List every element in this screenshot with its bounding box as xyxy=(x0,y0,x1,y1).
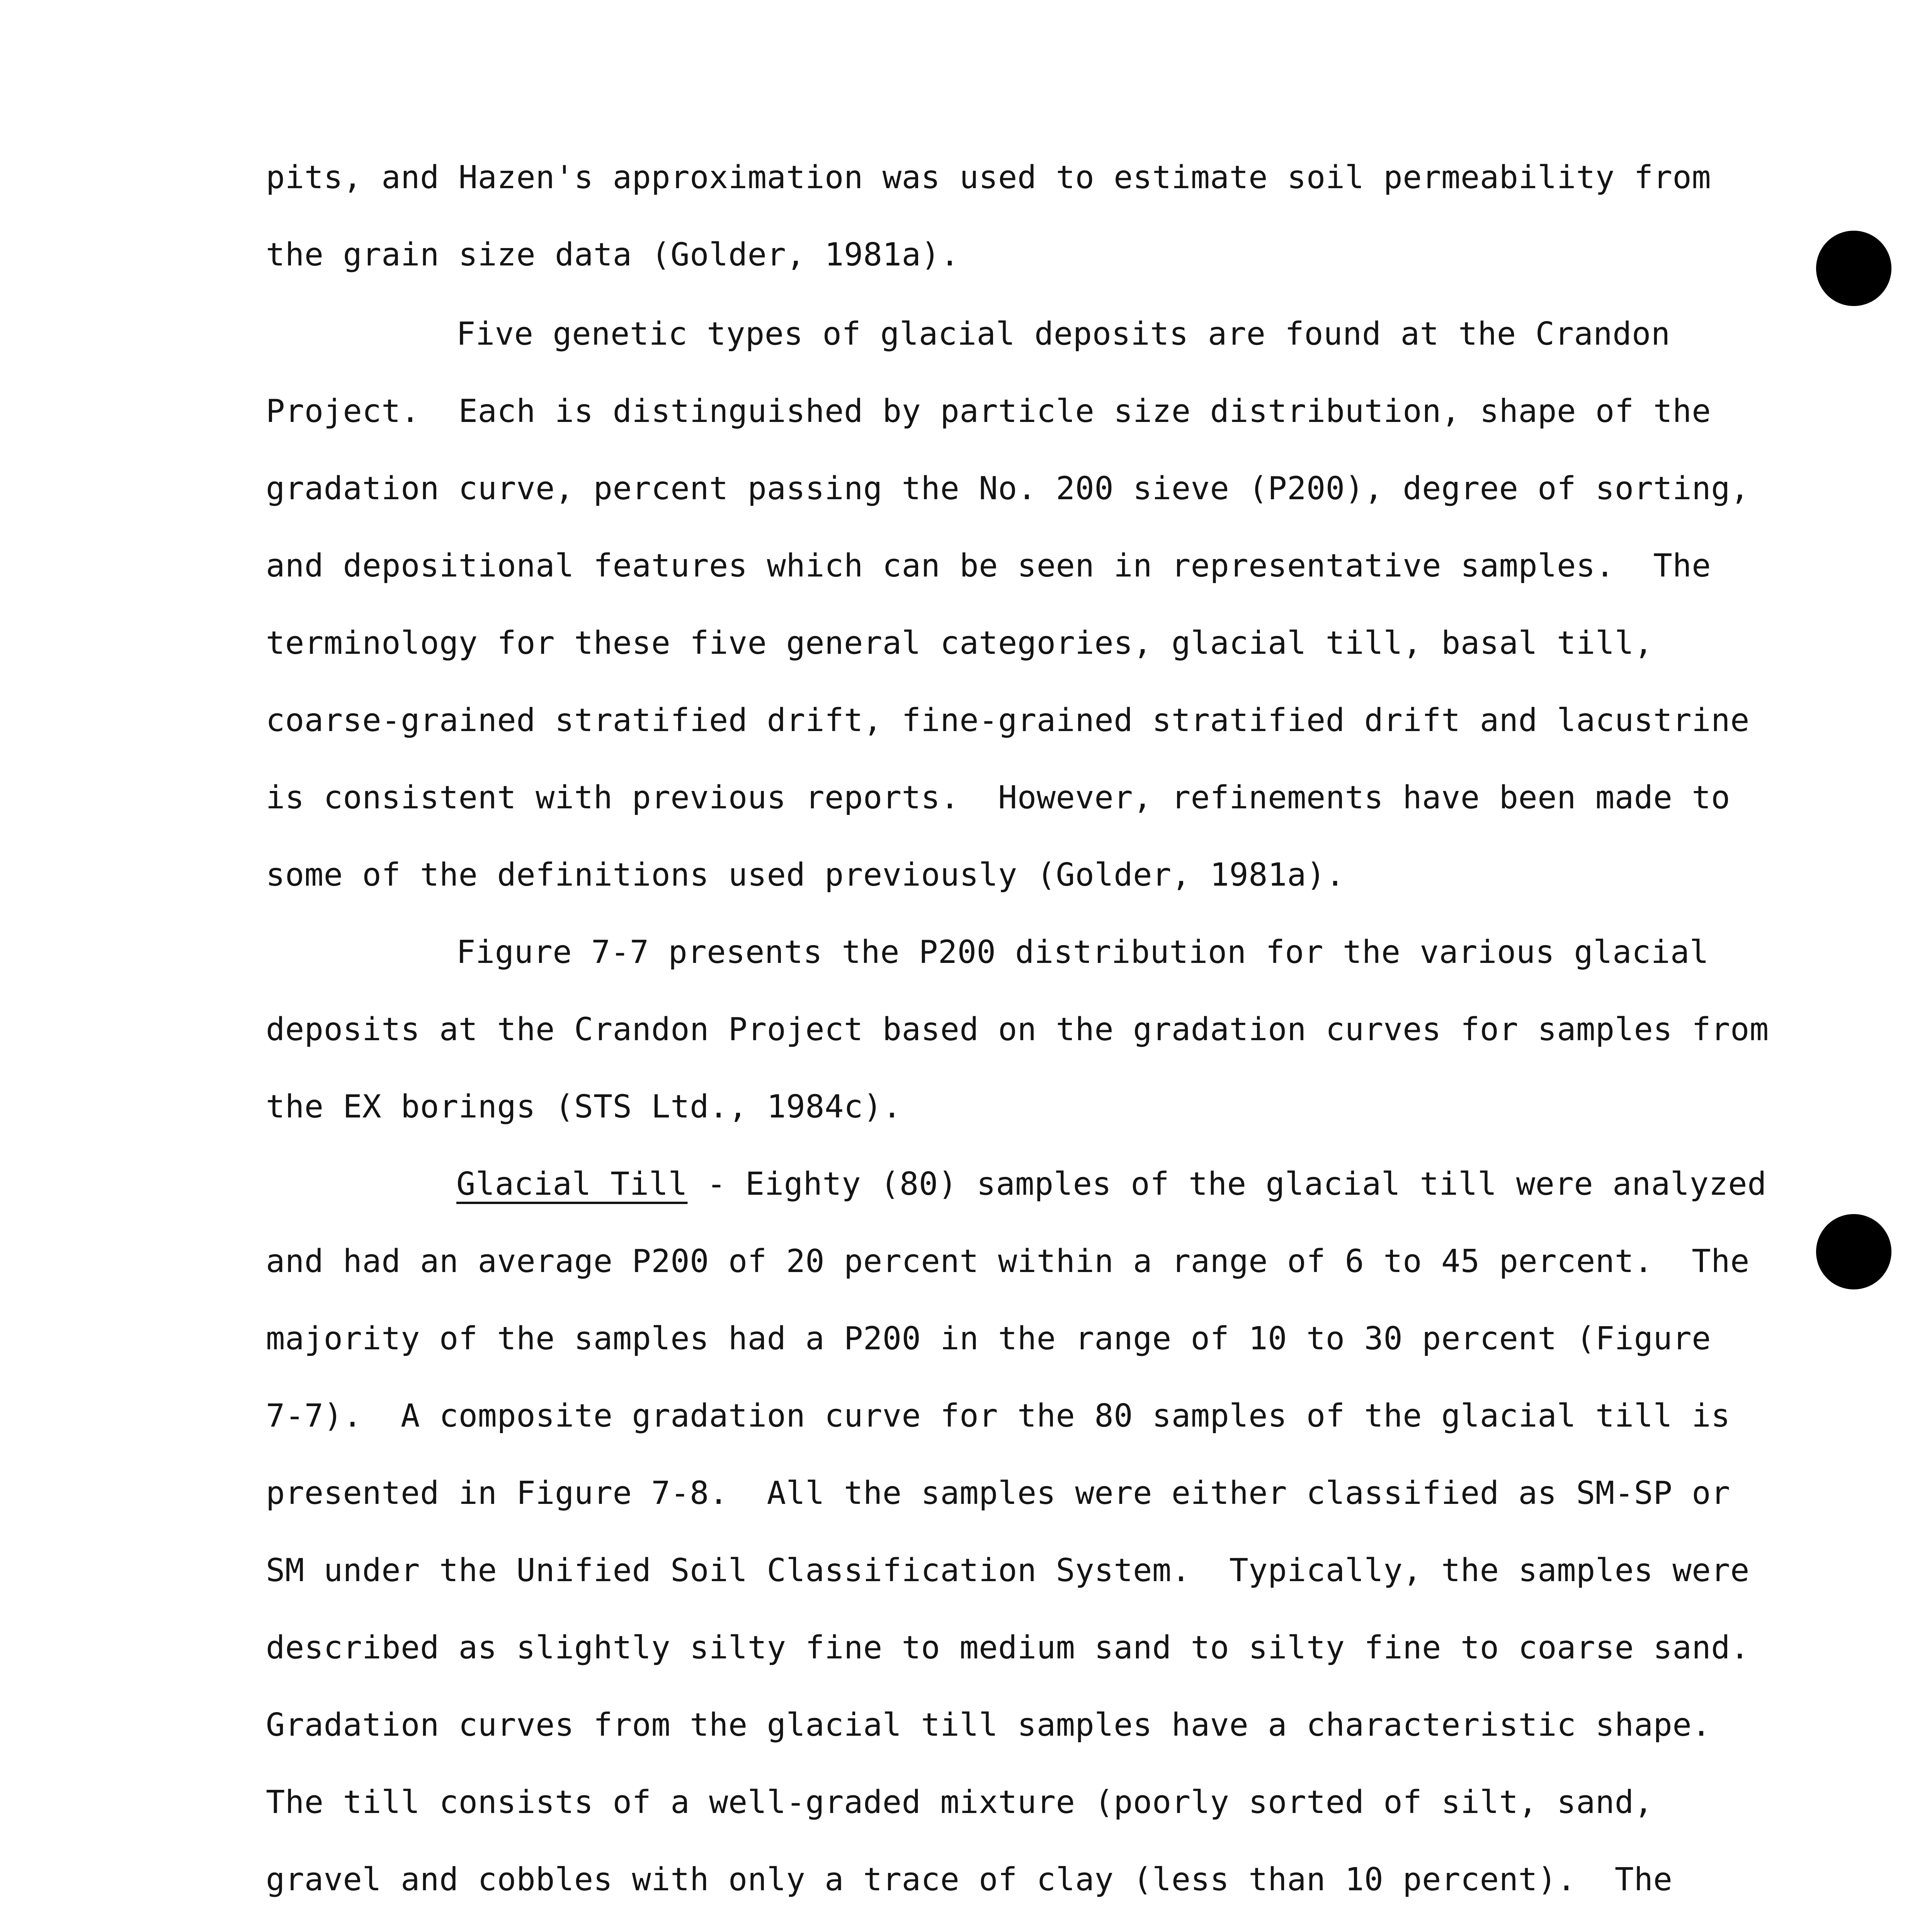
body-text-line: deposits at the Crandon Project based on the gradation curves for samples from xyxy=(266,1011,1769,1048)
glacial-till-first-line-text: - Eighty (80) samples of the glacial till were analyzed xyxy=(687,1166,1767,1202)
glacial-till-paragraph-first-line xyxy=(456,1155,1932,1213)
body-text-line: and had an average P200 of 20 percent within a range of 6 to 45 percent. The xyxy=(266,1243,1750,1280)
body-text-line: coarse-grained stratified drift, fine-grained stratified drift and lacustrine xyxy=(266,702,1750,739)
body-text-line: and depositional features which can be seen in representative samples. The xyxy=(266,548,1711,584)
body-text-line: gravel and cobbles with only a trace of clay (less than 10 percent). The xyxy=(266,1861,1673,1898)
body-text-line: 7-7). A composite gradation curve for the 80 samples of the glacial till is xyxy=(266,1398,1730,1434)
paragraph-first-line: Figure 7-7 presents the P200 distribution for the various glacial xyxy=(456,934,1709,971)
body-text-line: presented in Figure 7-8. All the samples were either classified as SM-SP or xyxy=(266,1475,1730,1512)
body-text-line: Project. Each is distinguished by particle size distribution, shape of the xyxy=(266,393,1711,430)
body-text-line: The till consists of a well-graded mixture (poorly sorted of silt, sand, xyxy=(266,1784,1653,1821)
body-text-line: described as slightly silty fine to medium sand to silty fine to coarse sand. xyxy=(266,1629,1750,1666)
body-text-line: Gradation curves from the glacial till samples have a characteristic shape. xyxy=(266,1707,1711,1743)
body-text-line xyxy=(266,1928,1773,1932)
body-text-line: gradation curve, percent passing the No. 200 sieve (P200), degree of sorting, xyxy=(266,470,1750,507)
body-text-line: the grain size data (Golder, 1981a). xyxy=(266,236,960,273)
body-text-line: some of the definitions used previously (Golder, 1981a). xyxy=(266,857,1345,893)
body-text-line: SM under the Unified Soil Classification System. Typically, the samples were xyxy=(266,1552,1750,1589)
glacial-till-heading: Glacial Till xyxy=(456,1166,688,1202)
binder-hole-icon xyxy=(1816,231,1891,306)
body-text-line: terminology for these five general categories, glacial till, basal till, xyxy=(266,625,1653,662)
body-text-line: majority of the samples had a P200 in the range of 10 to 30 percent (Figure xyxy=(266,1320,1711,1357)
binder-hole-icon xyxy=(1816,1214,1891,1289)
body-text-line: is consistent with previous reports. However, refinements have been made to xyxy=(266,779,1730,816)
paragraph-first-line: Five genetic types of glacial deposits are found at the Crandon xyxy=(456,316,1670,352)
body-text-line: pits, and Hazen's approximation was used to estimate soil permeability from xyxy=(266,159,1711,196)
body-text-line: the EX borings (STS Ltd., 1984c). xyxy=(266,1088,902,1125)
